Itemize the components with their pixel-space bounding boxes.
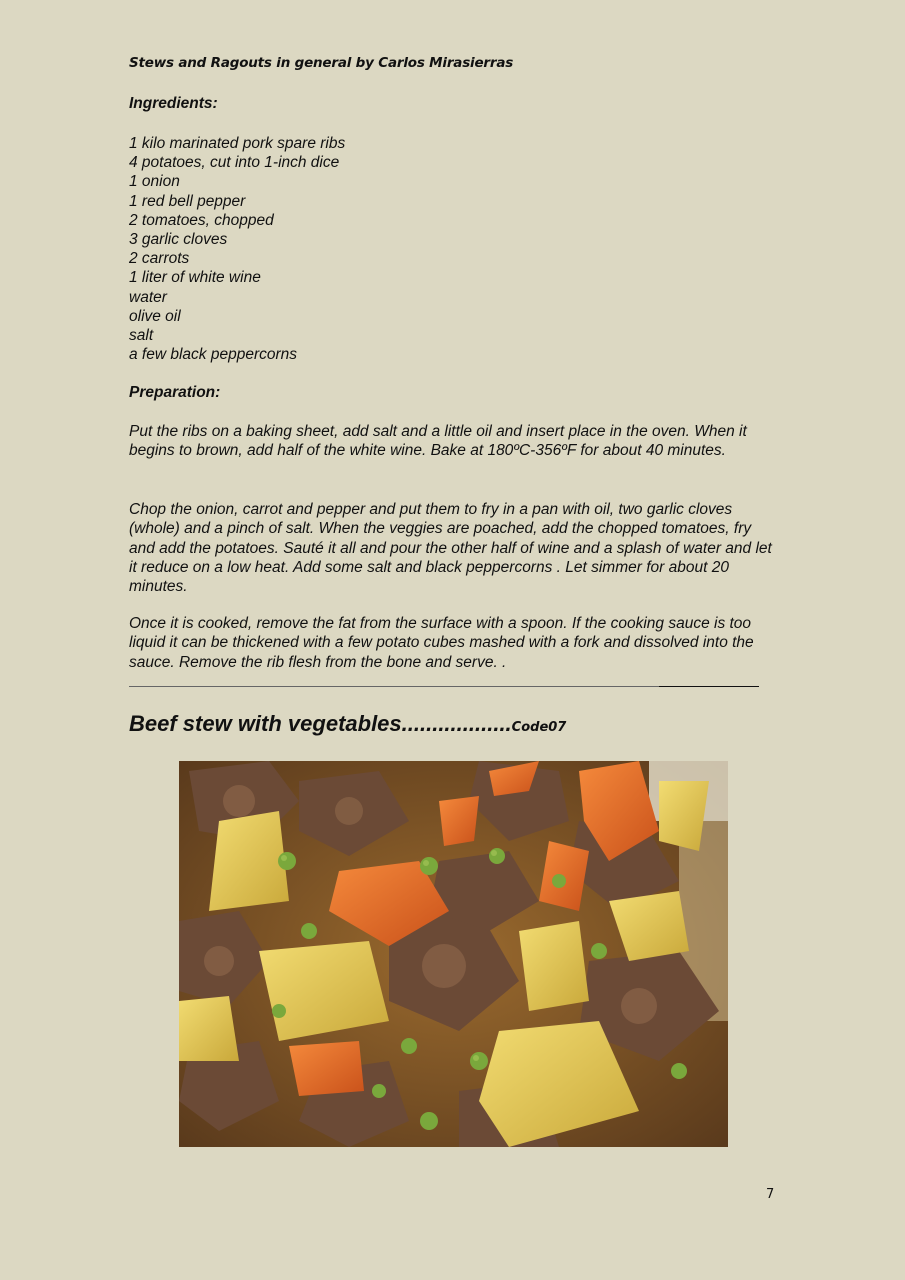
ingredient-item: olive oil (129, 307, 181, 325)
page-number: 7 (766, 1187, 775, 1202)
ingredient-item: water (129, 288, 167, 306)
beef-stew-photo (179, 761, 728, 1147)
document-header: Stews and Ragouts in general by Carlos Mirasierras (129, 55, 514, 71)
recipe-title (129, 711, 566, 737)
ingredients-heading: Ingredients: (129, 95, 218, 112)
ingredient-item: 3 garlic cloves (129, 231, 228, 249)
ingredient-item: 4 potatoes, cut into 1-inch dice (129, 154, 340, 172)
preparation-step: Chop the onion, carrot and pepper and put them to fry in a pan with oil, two garlic cloves (whole) and a pinch of salt. When the veggies are poached, add the chopped tomatoes, fry and add the potatoes. Sauté it all and pour the other half of wine and a splash of water and let it reduce on a low heat. Add some salt and black peppercorns . Let simmer for about 20 minutes. (129, 501, 772, 596)
ingredient-item: 1 kilo marinated pork spare ribs (129, 135, 346, 152)
ingredient-item: salt (129, 327, 154, 345)
ingredient-item: 1 liter of white wine (129, 269, 261, 287)
preparation-step: Once it is cooked, remove the fat from the surface with a spoon. If the cooking sauce is too liquid it can be thickened with a few potato cubes mashed with a fork and dissolved into the sauce. Remove the rib flesh from the bone and serve. . (129, 615, 754, 671)
preparation-step: Put the ribs on a baking sheet, add salt and a little oil and insert place in the oven. When it begins to brown, add half of the white wine. Bake at 180ºC-356ºF for about 40 minutes. (129, 423, 747, 460)
ingredient-item: 2 carrots (129, 250, 190, 268)
recipe-title-text: Beef stew with vegetables.................. (129, 711, 512, 736)
ingredient-item: a few black peppercorns (129, 346, 298, 364)
ingredient-item: 1 onion (129, 173, 180, 191)
ingredient-item: 2 tomatoes, chopped (129, 211, 274, 229)
preparation-heading: Preparation: (129, 384, 221, 401)
recipe-code: Code07 (511, 720, 567, 735)
ingredient-item: 1 red bell pepper (129, 192, 246, 210)
ingredients-list (129, 134, 345, 364)
